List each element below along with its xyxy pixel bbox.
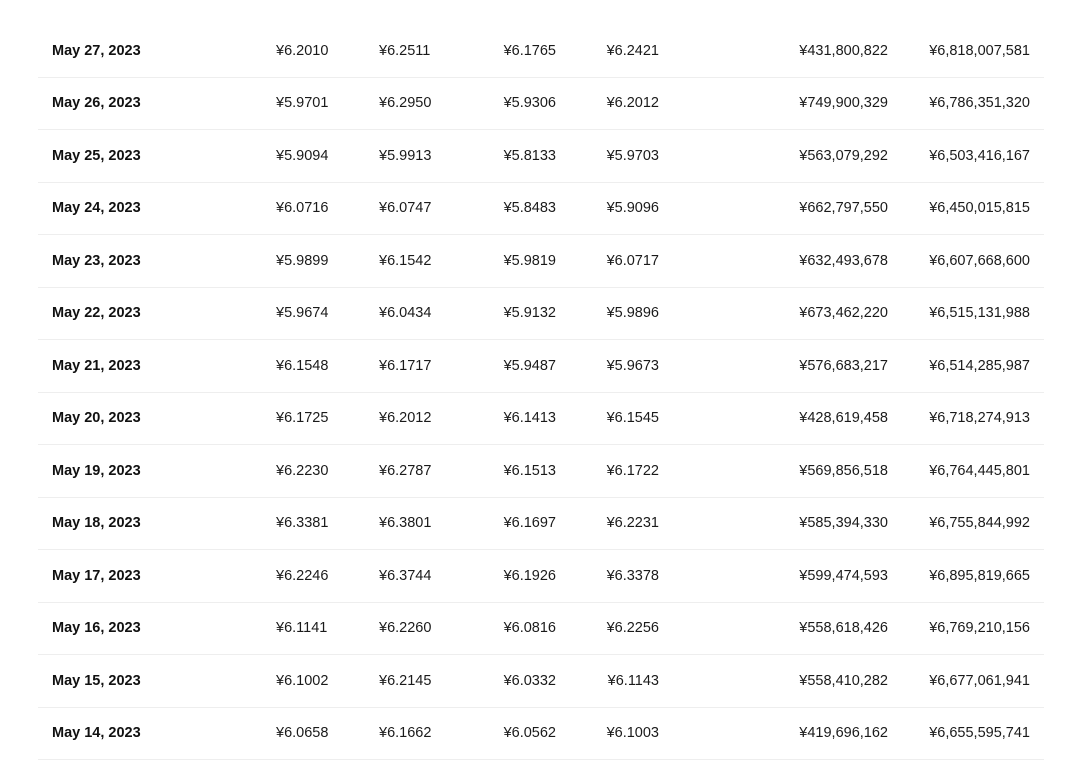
- close-cell: ¥5.9896: [607, 305, 659, 321]
- low-cell: ¥6.0562: [504, 725, 556, 741]
- high-cell: ¥5.9913: [379, 148, 431, 164]
- low-cell: ¥6.1513: [504, 463, 556, 479]
- low-cell: ¥6.1697: [504, 515, 556, 531]
- volume-cell: ¥419,696,162: [799, 725, 888, 741]
- market-cap-cell: ¥6,514,285,987: [929, 358, 1030, 374]
- high-cell: ¥6.0747: [379, 200, 431, 216]
- volume-cell: ¥749,900,329: [799, 95, 888, 111]
- open-cell: ¥6.1141: [276, 620, 327, 636]
- high-cell: ¥6.2511: [379, 43, 430, 59]
- market-cap-cell: ¥6,895,819,665: [929, 568, 1030, 584]
- market-cap-cell: ¥6,764,445,801: [929, 463, 1030, 479]
- market-cap-cell: ¥6,677,061,941: [929, 673, 1030, 689]
- volume-cell: ¥563,079,292: [799, 148, 888, 164]
- market-cap-cell: ¥6,607,668,600: [929, 253, 1030, 269]
- low-cell: ¥6.1926: [504, 568, 556, 584]
- low-cell: ¥5.8133: [504, 148, 556, 164]
- high-cell: ¥6.1717: [379, 358, 431, 374]
- close-cell: ¥5.9096: [607, 200, 659, 216]
- close-cell: ¥5.9673: [607, 358, 659, 374]
- date-cell: May 16, 2023: [52, 620, 141, 636]
- date-cell: May 22, 2023: [52, 305, 141, 321]
- low-cell: ¥6.1413: [504, 410, 556, 426]
- volume-cell: ¥673,462,220: [799, 305, 888, 321]
- date-cell: May 23, 2023: [52, 253, 141, 269]
- market-cap-cell: ¥6,515,131,988: [929, 305, 1030, 321]
- market-cap-cell: ¥6,755,844,992: [929, 515, 1030, 531]
- market-cap-cell: ¥6,769,210,156: [929, 620, 1030, 636]
- volume-cell: ¥662,797,550: [799, 200, 888, 216]
- close-cell: ¥6.1003: [607, 725, 659, 741]
- table-row: [38, 603, 1044, 656]
- high-cell: ¥6.2260: [379, 620, 431, 636]
- low-cell: ¥6.0332: [504, 673, 556, 689]
- open-cell: ¥6.2010: [276, 43, 328, 59]
- market-cap-cell: ¥6,503,416,167: [929, 148, 1030, 164]
- high-cell: ¥6.1542: [379, 253, 431, 269]
- date-cell: May 17, 2023: [52, 568, 141, 584]
- close-cell: ¥6.2421: [607, 43, 659, 59]
- volume-cell: ¥558,618,426: [799, 620, 888, 636]
- close-cell: ¥6.2256: [607, 620, 659, 636]
- close-cell: ¥6.1143: [608, 673, 659, 689]
- high-cell: ¥6.2787: [379, 463, 431, 479]
- table-row: [38, 25, 1044, 78]
- market-cap-cell: ¥6,450,015,815: [929, 200, 1030, 216]
- date-cell: May 25, 2023: [52, 148, 141, 164]
- date-cell: May 20, 2023: [52, 410, 141, 426]
- open-cell: ¥6.2246: [276, 568, 328, 584]
- date-cell: May 26, 2023: [52, 95, 141, 111]
- table-row: [38, 498, 1044, 551]
- low-cell: ¥6.1765: [504, 43, 556, 59]
- open-cell: ¥6.1725: [276, 410, 328, 426]
- date-cell: May 14, 2023: [52, 725, 141, 741]
- open-cell: ¥6.3381: [276, 515, 328, 531]
- close-cell: ¥5.9703: [607, 148, 659, 164]
- table-row: [38, 235, 1044, 288]
- date-cell: May 27, 2023: [52, 43, 141, 59]
- table-row: [38, 393, 1044, 446]
- open-cell: ¥5.9899: [276, 253, 328, 269]
- market-cap-cell: ¥6,718,274,913: [929, 410, 1030, 426]
- volume-cell: ¥576,683,217: [799, 358, 888, 374]
- low-cell: ¥5.8483: [504, 200, 556, 216]
- high-cell: ¥6.2012: [379, 410, 431, 426]
- high-cell: ¥6.3744: [379, 568, 431, 584]
- low-cell: ¥5.9306: [504, 95, 556, 111]
- close-cell: ¥6.0717: [607, 253, 659, 269]
- table-row: [38, 708, 1044, 760]
- close-cell: ¥6.3378: [607, 568, 659, 584]
- open-cell: ¥6.0716: [276, 200, 328, 216]
- volume-cell: ¥632,493,678: [799, 253, 888, 269]
- volume-cell: ¥558,410,282: [799, 673, 888, 689]
- open-cell: ¥5.9701: [276, 95, 328, 111]
- open-cell: ¥6.2230: [276, 463, 328, 479]
- open-cell: ¥5.9094: [276, 148, 328, 164]
- open-cell: ¥6.1548: [276, 358, 328, 374]
- high-cell: ¥6.3801: [379, 515, 431, 531]
- volume-cell: ¥599,474,593: [799, 568, 888, 584]
- table-row: [38, 340, 1044, 393]
- market-cap-cell: ¥6,655,595,741: [929, 725, 1030, 741]
- date-cell: May 24, 2023: [52, 200, 141, 216]
- open-cell: ¥6.0658: [276, 725, 328, 741]
- table-row: [38, 655, 1044, 708]
- date-cell: May 15, 2023: [52, 673, 141, 689]
- close-cell: ¥6.1722: [607, 463, 659, 479]
- close-cell: ¥6.2231: [607, 515, 659, 531]
- high-cell: ¥6.2145: [379, 673, 431, 689]
- table-row: [38, 78, 1044, 131]
- low-cell: ¥5.9132: [504, 305, 556, 321]
- open-cell: ¥5.9674: [276, 305, 328, 321]
- price-history-table: [38, 25, 1044, 760]
- high-cell: ¥6.1662: [379, 725, 431, 741]
- market-cap-cell: ¥6,786,351,320: [929, 95, 1030, 111]
- volume-cell: ¥431,800,822: [799, 43, 888, 59]
- close-cell: ¥6.2012: [607, 95, 659, 111]
- market-cap-cell: ¥6,818,007,581: [929, 43, 1030, 59]
- volume-cell: ¥585,394,330: [799, 515, 888, 531]
- table-row: [38, 550, 1044, 603]
- table-row: [38, 130, 1044, 183]
- high-cell: ¥6.0434: [379, 305, 431, 321]
- date-cell: May 19, 2023: [52, 463, 141, 479]
- high-cell: ¥6.2950: [379, 95, 431, 111]
- volume-cell: ¥428,619,458: [799, 410, 888, 426]
- table-row: [38, 183, 1044, 236]
- low-cell: ¥6.0816: [504, 620, 556, 636]
- volume-cell: ¥569,856,518: [799, 463, 888, 479]
- low-cell: ¥5.9819: [504, 253, 556, 269]
- table-row: [38, 288, 1044, 341]
- close-cell: ¥6.1545: [607, 410, 659, 426]
- date-cell: May 21, 2023: [52, 358, 141, 374]
- table-row: [38, 445, 1044, 498]
- date-cell: May 18, 2023: [52, 515, 141, 531]
- low-cell: ¥5.9487: [504, 358, 556, 374]
- open-cell: ¥6.1002: [276, 673, 328, 689]
